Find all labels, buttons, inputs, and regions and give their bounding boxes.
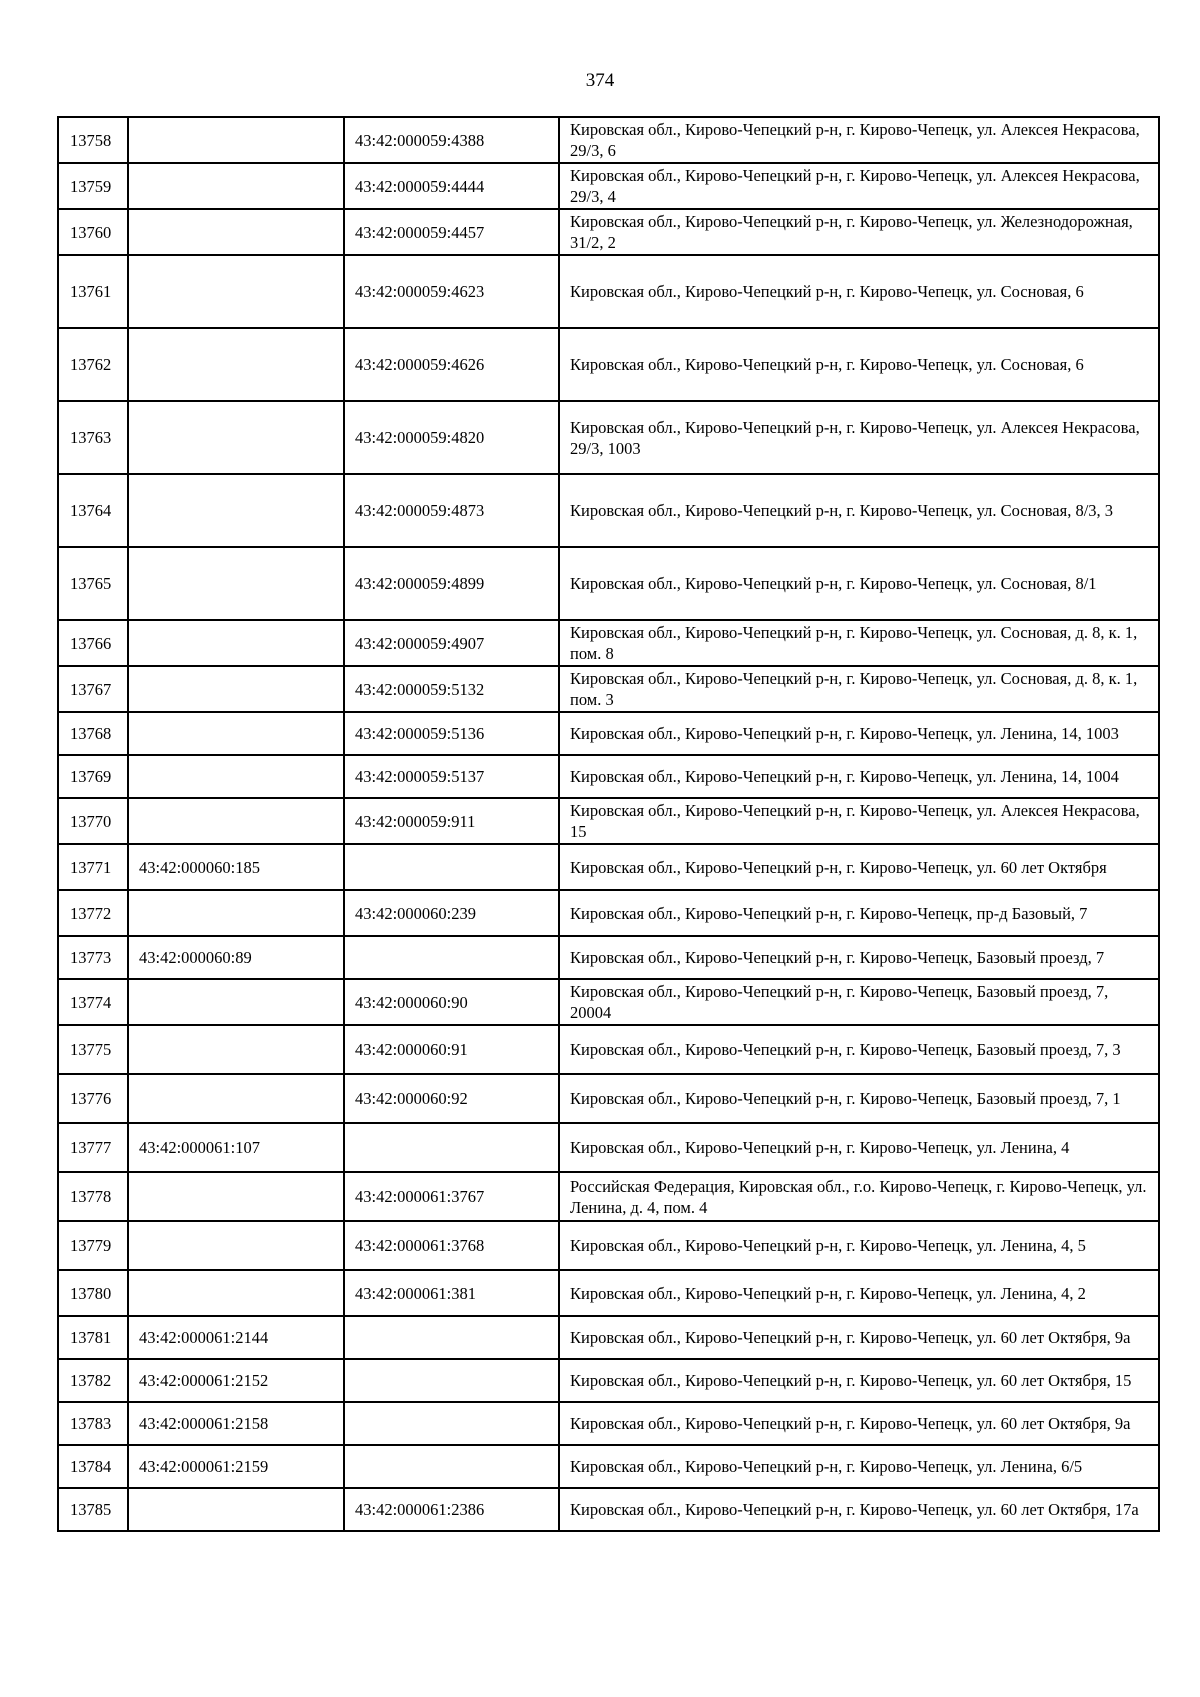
object-cadastral-number-cell: 43:42:000061:3767 — [344, 1172, 559, 1221]
object-cadastral-number-cell: 43:42:000059:4457 — [344, 209, 559, 255]
address-cell: Кировская обл., Кирово-Чепецкий р-н, г. Кирово-Чепецк, ул. Сосновая, 6 — [559, 255, 1159, 328]
address-cell: Кировская обл., Кирово-Чепецкий р-н, г. Кирово-Чепецк, ул. Ленина, 6/5 — [559, 1445, 1159, 1488]
cadastral-number-cell: 43:42:000060:185 — [128, 844, 344, 890]
cadastral-number-cell — [128, 1025, 344, 1074]
table-row — [58, 1172, 1159, 1221]
object-cadastral-number-cell: 43:42:000059:4623 — [344, 255, 559, 328]
object-cadastral-number-cell — [344, 1123, 559, 1172]
record-number-cell: 13770 — [58, 798, 128, 844]
cadastral-number-cell — [128, 547, 344, 620]
address-cell: Кировская обл., Кирово-Чепецкий р-н, г. Кирово-Чепецк, ул. Сосновая, 6 — [559, 328, 1159, 401]
record-number-cell: 13783 — [58, 1402, 128, 1445]
object-cadastral-number-cell: 43:42:000060:90 — [344, 979, 559, 1025]
record-number-cell: 13784 — [58, 1445, 128, 1488]
object-cadastral-number-cell — [344, 936, 559, 979]
object-cadastral-number-cell — [344, 1445, 559, 1488]
address-cell: Кировская обл., Кирово-Чепецкий р-н, г. Кирово-Чепецк, ул. Ленина, 4 — [559, 1123, 1159, 1172]
address-cell: Кировская обл., Кирово-Чепецкий р-н, г. Кирово-Чепецк, ул. Сосновая, д. 8, к. 1, пом. 8 — [559, 620, 1159, 666]
object-cadastral-number-cell: 43:42:000059:4899 — [344, 547, 559, 620]
address-cell: Кировская обл., Кирово-Чепецкий р-н, г. Кирово-Чепецк, ул. Железнодорожная, 31/2, 2 — [559, 209, 1159, 255]
record-number-cell: 13778 — [58, 1172, 128, 1221]
cadastral-number-cell — [128, 979, 344, 1025]
address-cell: Кировская обл., Кирово-Чепецкий р-н, г. Кирово-Чепецк, ул. 60 лет Октября, 17а — [559, 1488, 1159, 1531]
table-row — [58, 209, 1159, 255]
table-row — [58, 1074, 1159, 1123]
record-number-cell: 13775 — [58, 1025, 128, 1074]
table-row — [58, 890, 1159, 936]
object-cadastral-number-cell: 43:42:000059:5136 — [344, 712, 559, 755]
cadastral-number-cell — [128, 1172, 344, 1221]
cadastral-number-cell: 43:42:000061:2159 — [128, 1445, 344, 1488]
cadastral-number-cell — [128, 755, 344, 798]
record-number-cell: 13782 — [58, 1359, 128, 1402]
table-row — [58, 798, 1159, 844]
object-cadastral-number-cell: 43:42:000061:381 — [344, 1270, 559, 1316]
table-row — [58, 620, 1159, 666]
object-cadastral-number-cell — [344, 1359, 559, 1402]
address-cell: Кировская обл., Кирово-Чепецкий р-н, г. Кирово-Чепецк, Базовый проезд, 7, 3 — [559, 1025, 1159, 1074]
object-cadastral-number-cell: 43:42:000059:5137 — [344, 755, 559, 798]
address-cell: Кировская обл., Кирово-Чепецкий р-н, г. Кирово-Чепецк, ул. Ленина, 4, 5 — [559, 1221, 1159, 1270]
record-number-cell: 13772 — [58, 890, 128, 936]
table-row — [58, 1221, 1159, 1270]
table-row — [58, 117, 1159, 163]
object-cadastral-number-cell: 43:42:000059:4444 — [344, 163, 559, 209]
address-cell: Российская Федерация, Кировская обл., г.о. Кирово-Чепецк, г. Кирово-Чепецк, ул. Ленина, д. 4, пом. 4 — [559, 1172, 1159, 1221]
address-cell: Кировская обл., Кирово-Чепецкий р-н, г. Кирово-Чепецк, ул. Алексея Некрасова, 29/3, 1003 — [559, 401, 1159, 474]
table-row — [58, 1123, 1159, 1172]
record-number-cell: 13761 — [58, 255, 128, 328]
table-row — [58, 1402, 1159, 1445]
cadastral-number-cell — [128, 117, 344, 163]
record-number-cell: 13779 — [58, 1221, 128, 1270]
record-number-cell: 13763 — [58, 401, 128, 474]
address-cell: Кировская обл., Кирово-Чепецкий р-н, г. Кирово-Чепецк, ул. Алексея Некрасова, 15 — [559, 798, 1159, 844]
table-row — [58, 979, 1159, 1025]
address-cell: Кировская обл., Кирово-Чепецкий р-н, г. Кирово-Чепецк, ул. Алексея Некрасова, 29/3, 6 — [559, 117, 1159, 163]
cadastral-number-cell — [128, 890, 344, 936]
record-number-cell: 13766 — [58, 620, 128, 666]
cadastral-number-cell — [128, 712, 344, 755]
cadastral-number-cell: 43:42:000061:2144 — [128, 1316, 344, 1359]
records-table-body — [58, 117, 1159, 1531]
address-cell: Кировская обл., Кирово-Чепецкий р-н, г. Кирово-Чепецк, ул. Сосновая, д. 8, к. 1, пом. 3 — [559, 666, 1159, 712]
object-cadastral-number-cell: 43:42:000059:4873 — [344, 474, 559, 547]
cadastral-number-cell — [128, 255, 344, 328]
cadastral-number-cell — [128, 209, 344, 255]
cadastral-number-cell: 43:42:000061:107 — [128, 1123, 344, 1172]
table-row — [58, 1316, 1159, 1359]
object-cadastral-number-cell: 43:42:000059:4820 — [344, 401, 559, 474]
cadastral-number-cell — [128, 1488, 344, 1531]
record-number-cell: 13781 — [58, 1316, 128, 1359]
object-cadastral-number-cell — [344, 1402, 559, 1445]
object-cadastral-number-cell: 43:42:000061:2386 — [344, 1488, 559, 1531]
address-cell: Кировская обл., Кирово-Чепецкий р-н, г. Кирово-Чепецк, ул. 60 лет Октября, 9а — [559, 1402, 1159, 1445]
table-row — [58, 474, 1159, 547]
table-row — [58, 936, 1159, 979]
cadastral-number-cell — [128, 474, 344, 547]
record-number-cell: 13762 — [58, 328, 128, 401]
address-cell: Кировская обл., Кирово-Чепецкий р-н, г. Кирово-Чепецк, Базовый проезд, 7, 20004 — [559, 979, 1159, 1025]
table-row — [58, 712, 1159, 755]
address-cell: Кировская обл., Кирово-Чепецкий р-н, г. Кирово-Чепецк, ул. Сосновая, 8/1 — [559, 547, 1159, 620]
object-cadastral-number-cell — [344, 1316, 559, 1359]
address-cell: Кировская обл., Кирово-Чепецкий р-н, г. Кирово-Чепецк, пр-д Базовый, 7 — [559, 890, 1159, 936]
page-number: 374 — [585, 70, 615, 91]
records-table — [57, 116, 1160, 1532]
table-row — [58, 1025, 1159, 1074]
record-number-cell: 13774 — [58, 979, 128, 1025]
address-cell: Кировская обл., Кирово-Чепецкий р-н, г. Кирово-Чепецк, ул. Ленина, 4, 2 — [559, 1270, 1159, 1316]
address-cell: Кировская обл., Кирово-Чепецкий р-н, г. Кирово-Чепецк, ул. 60 лет Октября — [559, 844, 1159, 890]
cadastral-number-cell — [128, 666, 344, 712]
record-number-cell: 13767 — [58, 666, 128, 712]
record-number-cell: 13759 — [58, 163, 128, 209]
table-row — [58, 666, 1159, 712]
cadastral-number-cell — [128, 1074, 344, 1123]
object-cadastral-number-cell: 43:42:000060:239 — [344, 890, 559, 936]
address-cell: Кировская обл., Кирово-Чепецкий р-н, г. Кирово-Чепецк, ул. 60 лет Октября, 15 — [559, 1359, 1159, 1402]
object-cadastral-number-cell: 43:42:000060:91 — [344, 1025, 559, 1074]
cadastral-number-cell: 43:42:000061:2158 — [128, 1402, 344, 1445]
record-number-cell: 13777 — [58, 1123, 128, 1172]
table-row — [58, 547, 1159, 620]
record-number-cell: 13773 — [58, 936, 128, 979]
address-cell: Кировская обл., Кирово-Чепецкий р-н, г. Кирово-Чепецк, ул. 60 лет Октября, 9а — [559, 1316, 1159, 1359]
record-number-cell: 13764 — [58, 474, 128, 547]
address-cell: Кировская обл., Кирово-Чепецкий р-н, г. Кирово-Чепецк, ул. Сосновая, 8/3, 3 — [559, 474, 1159, 547]
cadastral-number-cell — [128, 401, 344, 474]
table-row — [58, 1270, 1159, 1316]
address-cell: Кировская обл., Кирово-Чепецкий р-н, г. Кирово-Чепецк, ул. Ленина, 14, 1004 — [559, 755, 1159, 798]
cadastral-number-cell — [128, 1270, 344, 1316]
object-cadastral-number-cell — [344, 844, 559, 890]
table-row — [58, 1359, 1159, 1402]
cadastral-number-cell — [128, 798, 344, 844]
record-number-cell: 13768 — [58, 712, 128, 755]
table-row — [58, 1445, 1159, 1488]
table-row — [58, 844, 1159, 890]
cadastral-number-cell: 43:42:000060:89 — [128, 936, 344, 979]
address-cell: Кировская обл., Кирово-Чепецкий р-н, г. Кирово-Чепецк, ул. Ленина, 14, 1003 — [559, 712, 1159, 755]
cadastral-number-cell — [128, 328, 344, 401]
table-row — [58, 255, 1159, 328]
address-cell: Кировская обл., Кирово-Чепецкий р-н, г. Кирово-Чепецк, ул. Алексея Некрасова, 29/3, 4 — [559, 163, 1159, 209]
table-row — [58, 163, 1159, 209]
record-number-cell: 13769 — [58, 755, 128, 798]
record-number-cell: 13758 — [58, 117, 128, 163]
record-number-cell: 13765 — [58, 547, 128, 620]
record-number-cell: 13780 — [58, 1270, 128, 1316]
address-cell: Кировская обл., Кирово-Чепецкий р-н, г. Кирово-Чепецк, Базовый проезд, 7, 1 — [559, 1074, 1159, 1123]
object-cadastral-number-cell: 43:42:000059:911 — [344, 798, 559, 844]
cadastral-number-cell: 43:42:000061:2152 — [128, 1359, 344, 1402]
object-cadastral-number-cell: 43:42:000059:4388 — [344, 117, 559, 163]
table-row — [58, 328, 1159, 401]
address-cell: Кировская обл., Кирово-Чепецкий р-н, г. Кирово-Чепецк, Базовый проезд, 7 — [559, 936, 1159, 979]
object-cadastral-number-cell: 43:42:000059:4626 — [344, 328, 559, 401]
record-number-cell: 13776 — [58, 1074, 128, 1123]
cadastral-number-cell — [128, 1221, 344, 1270]
table-row — [58, 401, 1159, 474]
table-row — [58, 755, 1159, 798]
cadastral-number-cell — [128, 620, 344, 666]
record-number-cell: 13760 — [58, 209, 128, 255]
record-number-cell: 13771 — [58, 844, 128, 890]
object-cadastral-number-cell: 43:42:000059:5132 — [344, 666, 559, 712]
object-cadastral-number-cell: 43:42:000061:3768 — [344, 1221, 559, 1270]
object-cadastral-number-cell: 43:42:000060:92 — [344, 1074, 559, 1123]
table-row — [58, 1488, 1159, 1531]
record-number-cell: 13785 — [58, 1488, 128, 1531]
object-cadastral-number-cell: 43:42:000059:4907 — [344, 620, 559, 666]
cadastral-number-cell — [128, 163, 344, 209]
